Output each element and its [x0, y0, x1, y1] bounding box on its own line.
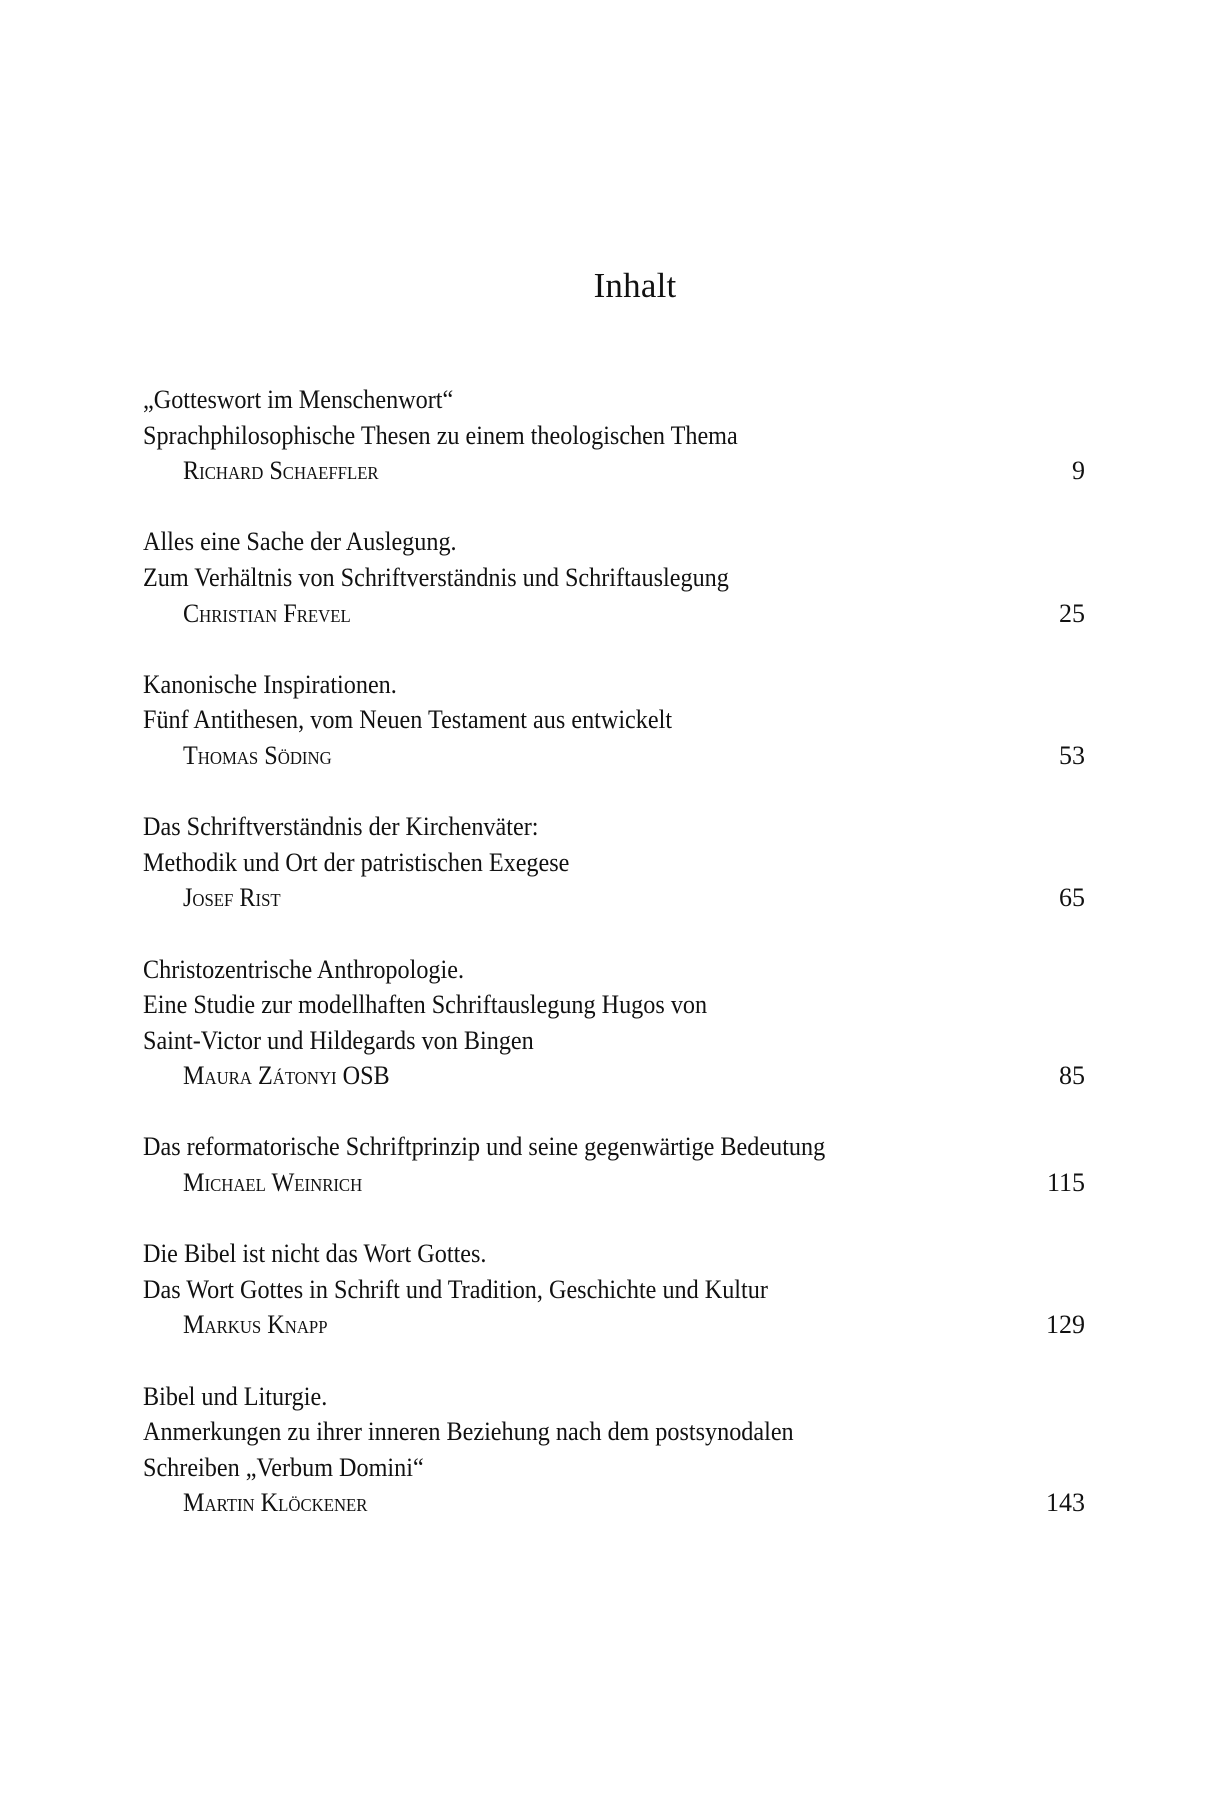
- toc-title-line: Bibel und Liturgie.: [143, 1381, 328, 1411]
- toc-author: Michael Weinrich: [183, 1168, 363, 1198]
- toc-author-row: [143, 453, 1085, 489]
- toc-title-line: Christozentrische Anthropologie.: [143, 954, 465, 984]
- toc-entry: [143, 1379, 1085, 1521]
- toc-title-line: Kanonische Inspirationen.: [143, 669, 397, 699]
- toc-entry: [143, 1236, 1085, 1343]
- toc-entry-title: [143, 1236, 1085, 1307]
- toc-page-number: 65: [1059, 883, 1085, 913]
- toc-author: Richard Schaeffler: [183, 456, 379, 486]
- toc-page-number: 143: [1046, 1488, 1085, 1518]
- toc-author: Maura Zátonyi OSB: [183, 1061, 390, 1091]
- toc-title-line: Methodik und Ort der patristischen Exegese: [143, 847, 570, 877]
- toc-author-row: [143, 1307, 1085, 1343]
- toc-author: Thomas Söding: [183, 740, 332, 770]
- page-title: Inhalt: [593, 266, 677, 305]
- toc-page-number: 115: [1046, 1168, 1085, 1198]
- toc-title-line: Sprachphilosophische Thesen zu einem theologischen Thema: [143, 420, 738, 450]
- toc-page-number: 85: [1059, 1061, 1085, 1091]
- toc-page-number: 129: [1046, 1310, 1085, 1340]
- toc-author-row: [143, 738, 1085, 774]
- toc-author-row: [143, 1485, 1085, 1521]
- toc-entry-title: [143, 1379, 1085, 1486]
- toc-entry-title: [143, 1129, 1085, 1165]
- toc-entry: [143, 952, 1085, 1094]
- toc-title-line: Anmerkungen zu ihrer inneren Beziehung nach dem postsynodalen: [143, 1417, 794, 1447]
- toc-author-row: [143, 880, 1085, 916]
- toc-entry-title: [143, 667, 1085, 738]
- toc-page-number: 25: [1059, 598, 1085, 628]
- toc-page-number: 53: [1059, 740, 1085, 770]
- toc-title-line: Das Schriftverständnis der Kirchenväter:: [143, 812, 539, 842]
- toc-author-row: [143, 596, 1085, 632]
- toc-title-line: Die Bibel ist nicht das Wort Gottes.: [143, 1239, 487, 1269]
- toc-author-row: [143, 1165, 1085, 1201]
- toc-page-number: 9: [1072, 456, 1085, 486]
- toc-title-line: Das Wort Gottes in Schrift und Tradition, Geschichte und Kultur: [143, 1274, 768, 1304]
- toc-entry: [143, 524, 1085, 631]
- toc-entry: [143, 667, 1085, 774]
- toc-entry: [143, 382, 1085, 489]
- toc-entry: [143, 1129, 1085, 1200]
- toc-author: Josef Rist: [183, 883, 281, 913]
- toc-entry: [143, 809, 1085, 916]
- toc-title-line: „Gotteswort im Menschenwort“: [143, 385, 454, 414]
- toc-title-line: Fünf Antithesen, vom Neuen Testament aus entwickelt: [143, 705, 673, 735]
- toc-title-line: Das reformatorische Schriftprinzip und seine gegenwärtige Bedeutung: [143, 1132, 826, 1162]
- toc-author-row: [143, 1058, 1085, 1094]
- toc-title-line: Saint-Victor und Hildegards von Bingen: [143, 1025, 534, 1055]
- toc-title-line: Schreiben „Verbum Domini“: [143, 1452, 424, 1482]
- toc-author: Christian Frevel: [183, 598, 351, 628]
- toc-entry-title: [143, 524, 1085, 595]
- toc-entry-title: [143, 809, 1085, 880]
- toc-title-line: Eine Studie zur modellhaften Schriftauslegung Hugos von: [143, 990, 708, 1020]
- toc-entry-title: [143, 382, 1085, 453]
- toc-author: Markus Knapp: [183, 1310, 328, 1340]
- toc-title-line: Alles eine Sache der Auslegung.: [143, 527, 457, 557]
- toc-author: Martin Klöckener: [183, 1488, 368, 1518]
- table-of-contents: [143, 382, 1085, 1557]
- toc-title-line: Zum Verhältnis von Schriftverständnis und Schriftauslegung: [143, 562, 729, 592]
- toc-entry-title: [143, 952, 1085, 1059]
